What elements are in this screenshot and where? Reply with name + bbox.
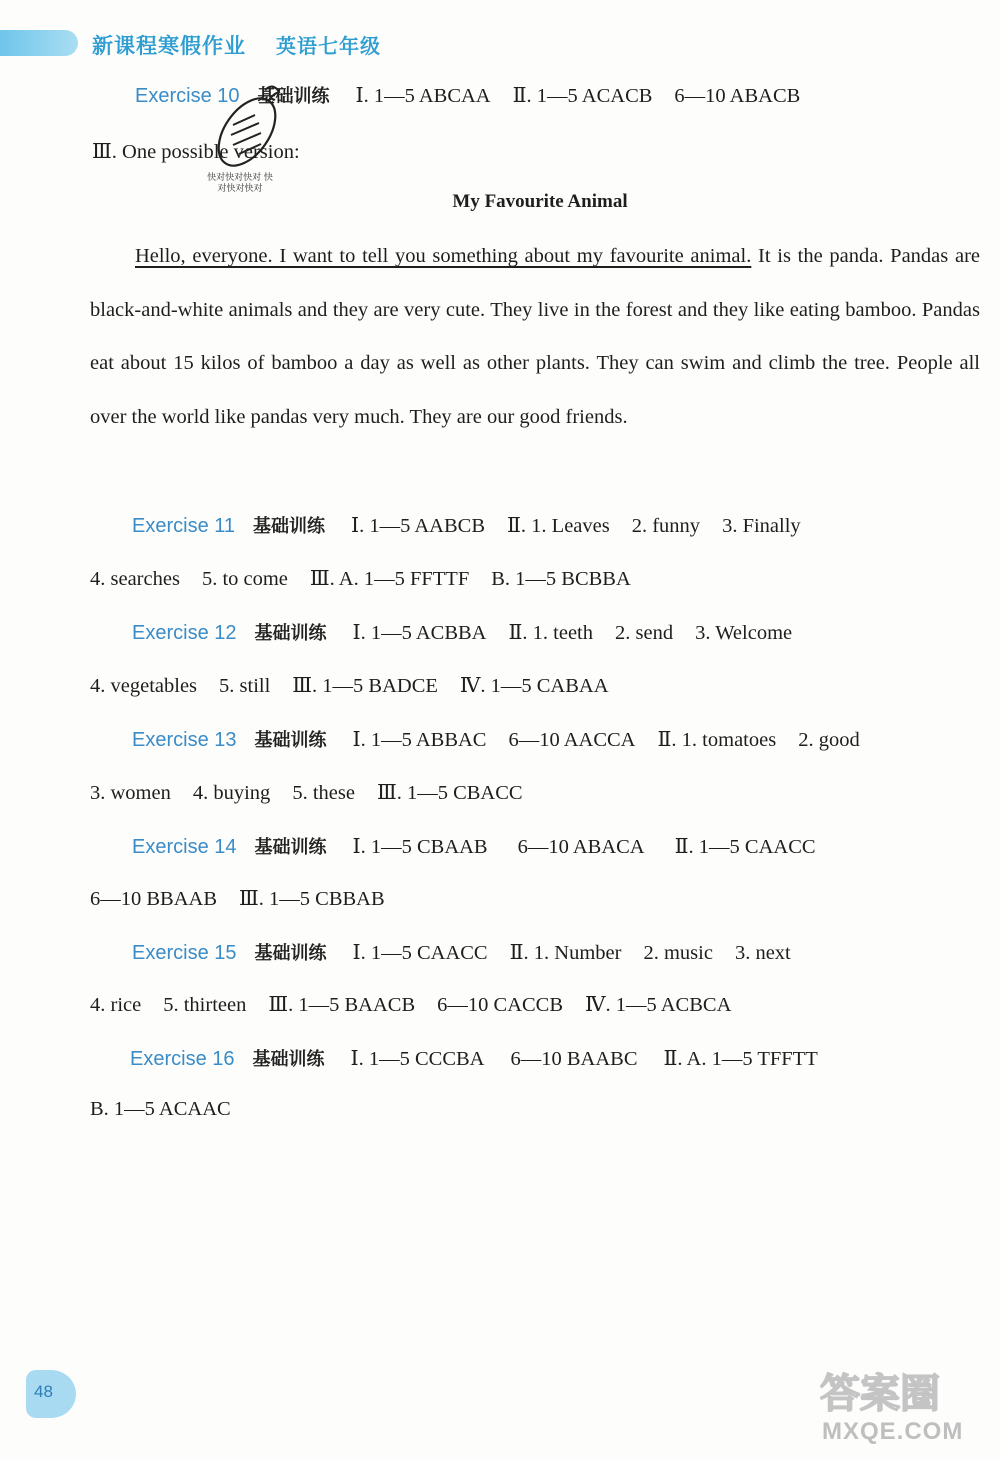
answer: 3. women xyxy=(90,782,171,804)
answer: 5. still xyxy=(219,675,271,697)
answer: Ⅰ. 1—5 ABCAA xyxy=(355,85,491,107)
answer: 2. funny xyxy=(631,515,701,537)
answer: Ⅱ. 1. Leaves xyxy=(507,515,610,537)
exercise-label: Exercise 13 xyxy=(132,729,237,751)
stamp-caption: 快对快对快对 快对快对快对 xyxy=(207,173,273,194)
answer: 3. Welcome xyxy=(695,622,793,644)
exercise-tag: 基础训练 xyxy=(252,1049,325,1070)
exercise-label: Exercise 15 xyxy=(132,942,237,964)
answer: B. 1—5 BCBBA xyxy=(491,568,631,590)
exercise-label: Exercise 14 xyxy=(132,836,237,858)
answer: B. 1—5 ACAAC xyxy=(90,1098,231,1120)
answer: Ⅲ. A. 1—5 FFTTF xyxy=(309,568,470,590)
answer: Ⅰ. 1—5 AABCB xyxy=(351,515,485,537)
exercise-12-line-2 xyxy=(90,673,609,698)
exercise-13-line-2 xyxy=(90,780,523,805)
answer: 2. music xyxy=(643,942,713,964)
answer: Ⅲ. 1—5 BADCE xyxy=(292,675,438,697)
exercise-11-line-1 xyxy=(132,512,801,538)
answer: 2. good xyxy=(798,729,860,751)
answer: 4. searches xyxy=(90,568,180,590)
answer: 6—10 CACCB xyxy=(437,994,564,1016)
answer: 6—10 BBAAB xyxy=(90,888,218,910)
answer: Ⅱ. 1—5 CAACC xyxy=(674,836,816,858)
page-number-badge xyxy=(26,1370,76,1418)
answer: Ⅳ. 1—5 ACBCA xyxy=(585,994,732,1016)
header-accent-bar xyxy=(0,30,78,56)
exercise-tag: 基础训练 xyxy=(254,837,327,858)
answer: Ⅱ. 1. teeth xyxy=(508,622,594,644)
answer: 4. rice xyxy=(90,994,142,1016)
exercise-label: Exercise 12 xyxy=(132,622,237,644)
watermark-logo-text: 答案圈 xyxy=(820,1371,940,1417)
answer: 5. these xyxy=(292,782,355,804)
answer: Ⅰ. 1—5 CCCBA xyxy=(350,1048,485,1070)
essay-body: It is the panda. Pandas are black-and-white animals and they are very cute. They live in the forest and they like eating bamboo. Pandas eat about 15 kilos of bamboo a day as well as other plants. They can swim and climb the tree. People all over the world like pandas very much. They are our good friends. xyxy=(90,245,980,428)
exercise-11-line-2 xyxy=(90,566,631,591)
answer: Ⅲ. 1—5 BAACB xyxy=(268,994,416,1016)
answer: Ⅱ. A. 1—5 TFFTT xyxy=(663,1048,818,1070)
exercise-10-line-2: Ⅲ. One possible version: xyxy=(92,141,300,163)
exercise-tag: 基础训练 xyxy=(254,943,327,964)
essay-title: My Favourite Animal xyxy=(452,191,628,212)
exercise-label: Exercise 11 xyxy=(132,515,236,537)
answer: 5. thirteen xyxy=(163,994,247,1016)
exercise-12-line-1 xyxy=(132,619,792,645)
essay-paragraph xyxy=(90,230,980,444)
exercise-tag: 基础训练 xyxy=(254,623,327,644)
answer: 4. vegetables xyxy=(90,675,198,697)
exercise-label: Exercise 10 xyxy=(135,85,240,107)
answer: Ⅰ. 1—5 CAACC xyxy=(352,942,488,964)
answer: Ⅰ. 1—5 ABBAC xyxy=(352,729,487,751)
book-subject: 英语七年级 xyxy=(276,34,381,58)
exercise-14-line-2 xyxy=(90,886,385,911)
exercise-14-line-1 xyxy=(132,833,816,859)
exercise-tag: 基础训练 xyxy=(257,86,330,107)
answer: 4. buying xyxy=(192,782,271,804)
answer: 5. to come xyxy=(201,568,288,590)
exercise-tag: 基础训练 xyxy=(254,730,327,751)
answer: Ⅰ. 1—5 ACBBA xyxy=(352,622,487,644)
answer: Ⅲ. 1—5 CBBAB xyxy=(239,888,385,910)
exercise-16-line-2 xyxy=(90,1098,231,1121)
answer: Ⅱ. 1. Number xyxy=(509,942,622,964)
answer: Ⅳ. 1—5 CABAA xyxy=(459,675,609,697)
exercise-15-line-1 xyxy=(132,939,791,965)
exercise-15-line-2 xyxy=(90,992,731,1017)
answer: 6—10 ABACA xyxy=(517,836,645,858)
answer: 6—10 BAABC xyxy=(510,1048,638,1070)
essay-underlined-sentence: Hello, everyone. I want to tell you something about my favourite animal. xyxy=(135,245,752,267)
answer: Ⅱ. 1. tomatoes xyxy=(657,729,777,751)
answer: Ⅱ. 1—5 ACACB xyxy=(512,85,653,107)
answer: 3. Finally xyxy=(722,515,801,537)
exercise-tag: 基础训练 xyxy=(253,516,326,537)
answer: Ⅰ. 1—5 CBAAB xyxy=(352,836,488,858)
exercise-13-line-1 xyxy=(132,726,860,752)
answer: 2. send xyxy=(615,622,674,644)
answer: 6—10 AACCA xyxy=(508,729,636,751)
kuaidui-stamp-icon xyxy=(203,80,295,188)
page-number: 48 xyxy=(34,1382,53,1401)
watermark-text: MXQE.COM xyxy=(822,1418,964,1445)
answer: 3. next xyxy=(734,942,791,964)
exercise-label: Exercise 16 xyxy=(130,1048,235,1070)
exercise-16-line-1 xyxy=(130,1045,818,1071)
book-title: 新课程寒假作业 xyxy=(92,34,246,58)
answer: Ⅲ. 1—5 CBACC xyxy=(376,782,523,804)
answer: 6—10 ABACB xyxy=(674,85,801,107)
